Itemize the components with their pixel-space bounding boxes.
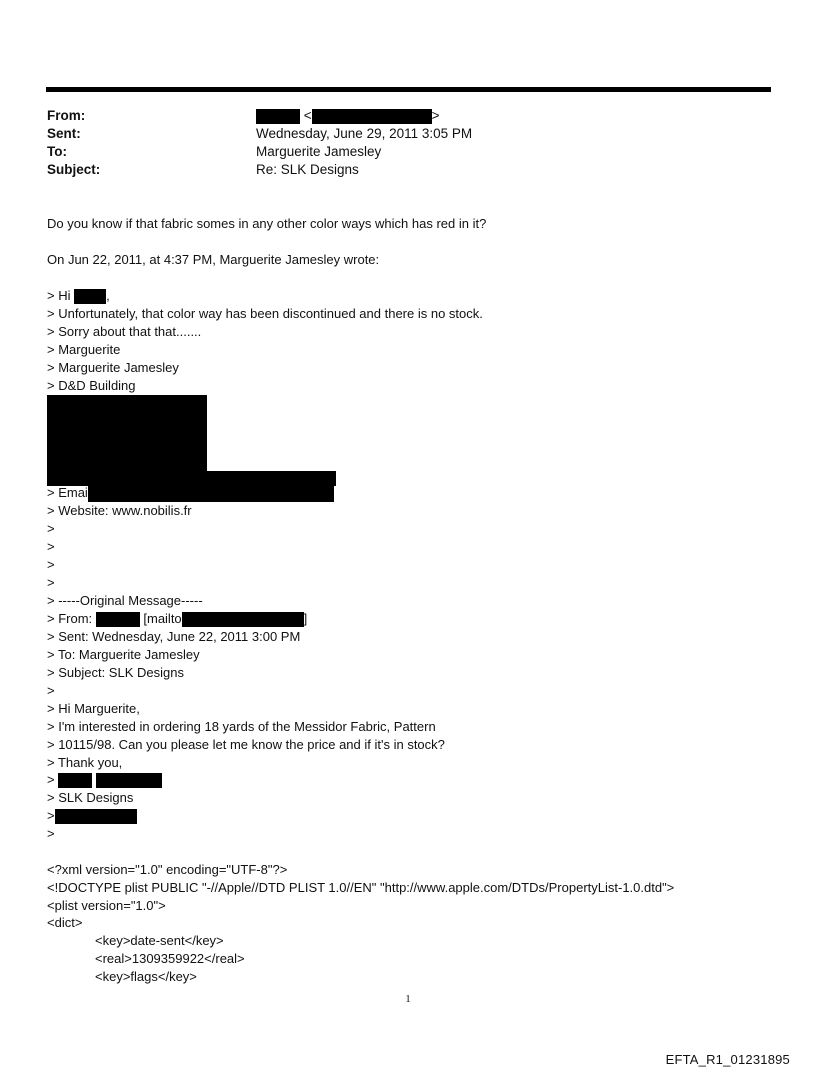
quote-slk: > SLK Designs bbox=[47, 790, 134, 805]
from-label: From: bbox=[47, 108, 86, 123]
quote-subject-line: > Subject: SLK Designs bbox=[47, 665, 184, 680]
to-value: Marguerite Jamesley bbox=[256, 144, 382, 159]
subject-value: Re: SLK Designs bbox=[256, 162, 359, 177]
quote-hi-line bbox=[47, 287, 110, 305]
quote-from-line bbox=[47, 610, 307, 628]
quote-thanks: > Thank you, bbox=[47, 755, 123, 770]
xml-line-6: <real>1309359922</real> bbox=[95, 951, 245, 966]
redacted-from-name bbox=[96, 612, 140, 627]
quote-line-3: > Marguerite bbox=[47, 342, 121, 357]
body-on-wrote: On Jun 22, 2011, at 4:37 PM, Marguerite Jamesley wrote: bbox=[47, 252, 380, 267]
redacted-sig-first bbox=[58, 773, 92, 788]
xml-line-1: <?xml version="1.0" encoding="UTF-8"?> bbox=[47, 862, 288, 877]
quote-to-line: > To: Marguerite Jamesley bbox=[47, 647, 200, 662]
quote-email-prefix: > Emai bbox=[47, 485, 88, 500]
from-lt: < bbox=[303, 108, 312, 123]
redacted-sender-name bbox=[256, 109, 300, 124]
quote-email-line bbox=[47, 484, 334, 502]
quote-interest-2: > 10115/98. Can you please let me know the price and if it's in stock? bbox=[47, 737, 445, 752]
quote-mailto-end: ] bbox=[303, 611, 308, 626]
document-id: EFTA_R1_01231895 bbox=[665, 1052, 790, 1067]
redacted-sender-email bbox=[312, 109, 432, 124]
quote-blank-5: > bbox=[47, 683, 55, 698]
quote-sig-gt: > bbox=[47, 772, 55, 787]
xml-line-5: <key>date-sent</key> bbox=[95, 933, 224, 948]
from-gt: > bbox=[431, 108, 440, 123]
page-number: 1 bbox=[405, 993, 411, 1005]
redacted-sig-last bbox=[96, 773, 162, 788]
xml-line-4: <dict> bbox=[47, 915, 83, 930]
quote-line-2: > Sorry about that that....... bbox=[47, 324, 202, 339]
redacted-address-block bbox=[47, 395, 207, 471]
quote-line-1: > Unfortunately, that color way has been discontinued and there is no stock. bbox=[47, 306, 483, 321]
to-label: To: bbox=[47, 144, 67, 159]
quote-line-4: > Marguerite Jamesley bbox=[47, 360, 179, 375]
quote-interest-1: > I'm interested in ordering 18 yards of the Messidor Fabric, Pattern bbox=[47, 719, 436, 734]
quote-from-prefix: > From: bbox=[47, 611, 96, 626]
xml-line-2: <!DOCTYPE plist PUBLIC "-//Apple//DTD PLIST 1.0//EN" "http://www.apple.com/DTDs/PropertyList-1.0.dtd"> bbox=[47, 880, 675, 895]
quote-blank-2: > bbox=[47, 539, 55, 554]
xml-line-3: <plist version="1.0"> bbox=[47, 898, 166, 913]
xml-line-7: <key>flags</key> bbox=[95, 969, 197, 984]
sent-label: Sent: bbox=[47, 126, 81, 141]
quote-line-5: > D&D Building bbox=[47, 378, 136, 393]
redacted-recipient-name bbox=[74, 289, 106, 304]
quote-mailto: [mailto bbox=[139, 611, 182, 626]
quote-website: > Website: www.nobilis.fr bbox=[47, 503, 192, 518]
quote-hi-suffix: , bbox=[106, 288, 110, 303]
from-value bbox=[256, 107, 440, 125]
quote-red-gt: > bbox=[47, 808, 55, 823]
quote-blank-6: > bbox=[47, 826, 55, 841]
redacted-email bbox=[88, 485, 334, 502]
quote-hi-marguerite: > Hi Marguerite, bbox=[47, 701, 140, 716]
quote-hi-prefix: > Hi bbox=[47, 288, 75, 303]
subject-label: Subject: bbox=[47, 162, 101, 177]
quote-redacted-line bbox=[47, 807, 137, 825]
header-rule bbox=[46, 87, 771, 92]
redacted-mailto bbox=[182, 612, 304, 627]
sent-value: Wednesday, June 29, 2011 3:05 PM bbox=[256, 126, 473, 141]
quote-signature-line bbox=[47, 771, 162, 789]
quote-blank-3: > bbox=[47, 557, 55, 572]
quote-sent-line: > Sent: Wednesday, June 22, 2011 3:00 PM bbox=[47, 629, 301, 644]
quote-original-message: > -----Original Message----- bbox=[47, 593, 203, 608]
quote-blank-4: > bbox=[47, 575, 55, 590]
redacted-contact bbox=[55, 809, 137, 824]
body-question: Do you know if that fabric somes in any other color ways which has red in it? bbox=[47, 216, 487, 231]
quote-blank-1: > bbox=[47, 521, 55, 536]
